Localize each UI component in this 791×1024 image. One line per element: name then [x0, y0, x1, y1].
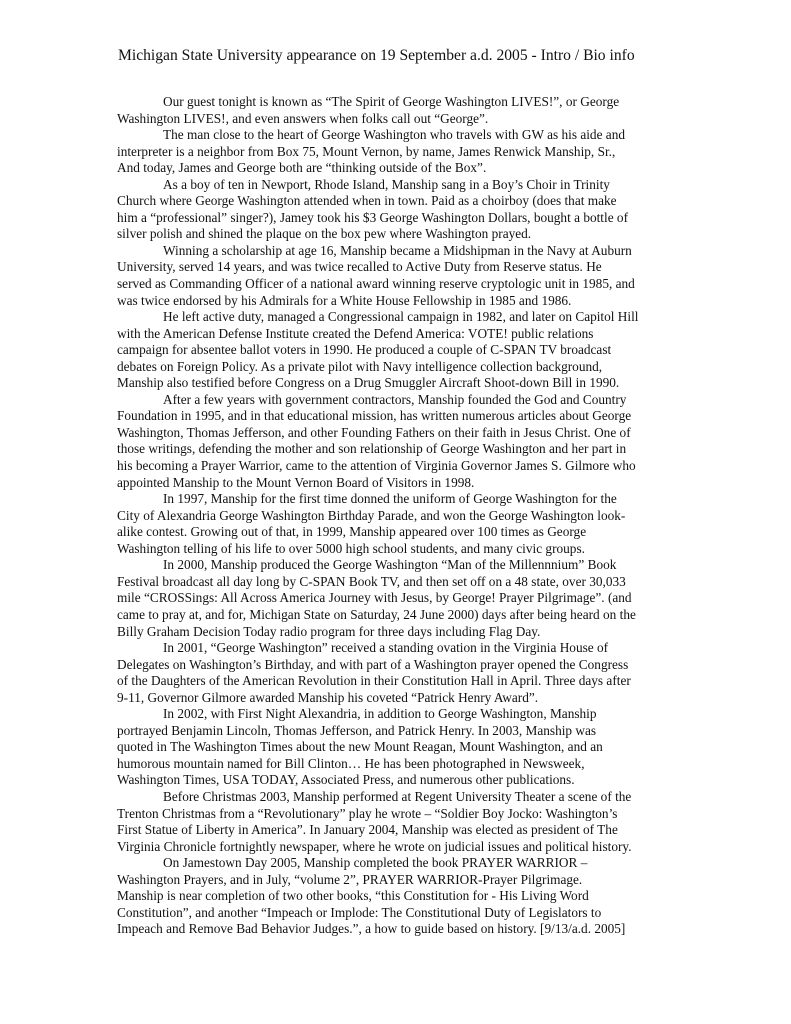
paragraph-2003: Before Christmas 2003, Manship performed at Regent University Theater a scene of the Trenton Christmas from a “Revolutionary” play he wrote – “Soldier Boy Jocko: Washington’s First Statue of Liberty in America”. In January 2004, Manship was elected as president of The Virginia Chronicle fortnightly newspaper, where he wrote on judicial issues and political history. [117, 788, 632, 854]
paragraph-childhood: As a boy of ten in Newport, Rhode Island, Manship sang in a Boy’s Choir in Trinity Church where George Washington attended when in town. Paid as a choirboy (does that make him a “professional” singer?), Jamey took his $3 George Washington Dollars, bought a bottle of silver polish and shined the plaque on the box pew where Washington prayed. [117, 176, 629, 242]
paragraph-foundation: After a few years with government contractors, Manship founded the God and Country Foundation in 1995, and in that educational mission, has written numerous articles about George Washington, Thomas Jefferson, and other Founding Fathers on their faith in Jesus Christ. One of those writings, defending the mother and son relationship of George Washington and her part in his becoming a Prayer Warrior, came to the attention of Virginia Governor James S. Gilmore who appointed Manship to the Mount Vernon Board of Visitors in 1998. [117, 391, 636, 490]
paragraph-2002: In 2002, with First Night Alexandria, in addition to George Washington, Manship portrayed Benjamin Lincoln, Thomas Jefferson, and Patrick Henry. In 2003, Manship was quoted in The Washington Times about the new Mount Reagan, Mount Washington, and an humorous mountain named for Bill Clinton… He has been photographed in Newsweek, Washington Times, USA TODAY, Associated Press, and numerous other publications. [117, 706, 603, 788]
paragraph-1997: In 1997, Manship for the first time donned the uniform of George Washington for the City of Alexandria George Washington Birthday Parade, and won the George Washington look- alike contest. Growing out of that, in 1999, Manship appeared over 100 times as George Washington telling of his life to over 5000 high school students, and many civic groups. [117, 491, 626, 556]
paragraph-2001: In 2001, “George Washington” received a standing ovation in the Virginia House of Delegates on Washington’s Birthday, and with part of a Washington prayer opened the Congress of the Daughters of the American Revolution in their Constitution Hall in April. Three days after 9-11, Governor Gilmore awarded Manship his coveted “Patrick Henry Award”. [117, 640, 631, 705]
paragraph-intro: Our guest tonight is known as “The Spirit of George Washington LIVES!”, or George Washington LIVES!, and even answers when folks call out “George”. [117, 94, 620, 126]
paragraph-2005: On Jamestown Day 2005, Manship completed the book PRAYER WARRIOR – Washington Prayers, and in July, “volume 2”, PRAYER WARRIOR-Prayer Pilgrimage. Manship is near completion of two other books, “this Constitution for - His Living Word Constitution”, and another “Impeach or Implode: The Constitutional Duty of Legislators to Impeach and Remove Bad Behavior Judges.”, a how to guide based on history. [9/13/a.d. 2005] [117, 855, 626, 937]
paragraph-navy: Winning a scholarship at age 16, Manship became a Midshipman in the Navy at Auburn University, served 14 years, and was twice recalled to Active Duty from Reserve status. He served as Commanding Officer of a national award winning reserve cryptologic unit in 1985, and was twice endorsed by his Admirals for a White House Fellowship in 1985 and 1986. [117, 242, 635, 308]
document-title: Michigan State University appearance on 19 September a.d. 2005 - Intro / Bio info [118, 47, 635, 64]
paragraph-2000: In 2000, Manship produced the George Washington “Man of the Millennnium” Book Festival broadcast all day long by C-SPAN Book TV, and then set off on a 48 state, over 30,033 mile “CROSSings: All Across America Journey with Jesus, by George! Prayer Pilgrimage”. (and came to pray at, and for, Michigan State on Saturday, 24 June 2000) days after being heard on the Billy Graham Decision Today radio program for three days including Flag Day. [117, 557, 636, 639]
paragraph-neighbor: The man close to the heart of George Washington who travels with GW as his aide and interpreter is a neighbor from Box 75, Mount Vernon, by name, James Renwick Manship, Sr., And today, James and George both are “thinking outside of the Box”. [117, 127, 625, 176]
paragraph-capitol-hill: He left active duty, managed a Congressional campaign in 1982, and later on Capitol Hill with the American Defense Institute created the Defend America: VOTE! public relations campaign for absentee ballot voters in 1990. He produced a couple of C-SPAN TV broadcast debates on Foreign Policy. As a private pilot with Navy intelligence collection background, Manship also testified before Congress on a Drug Smuggler Aircraft Shoot-down Bill in 1990. [117, 309, 639, 391]
document-body [117, 94, 660, 938]
